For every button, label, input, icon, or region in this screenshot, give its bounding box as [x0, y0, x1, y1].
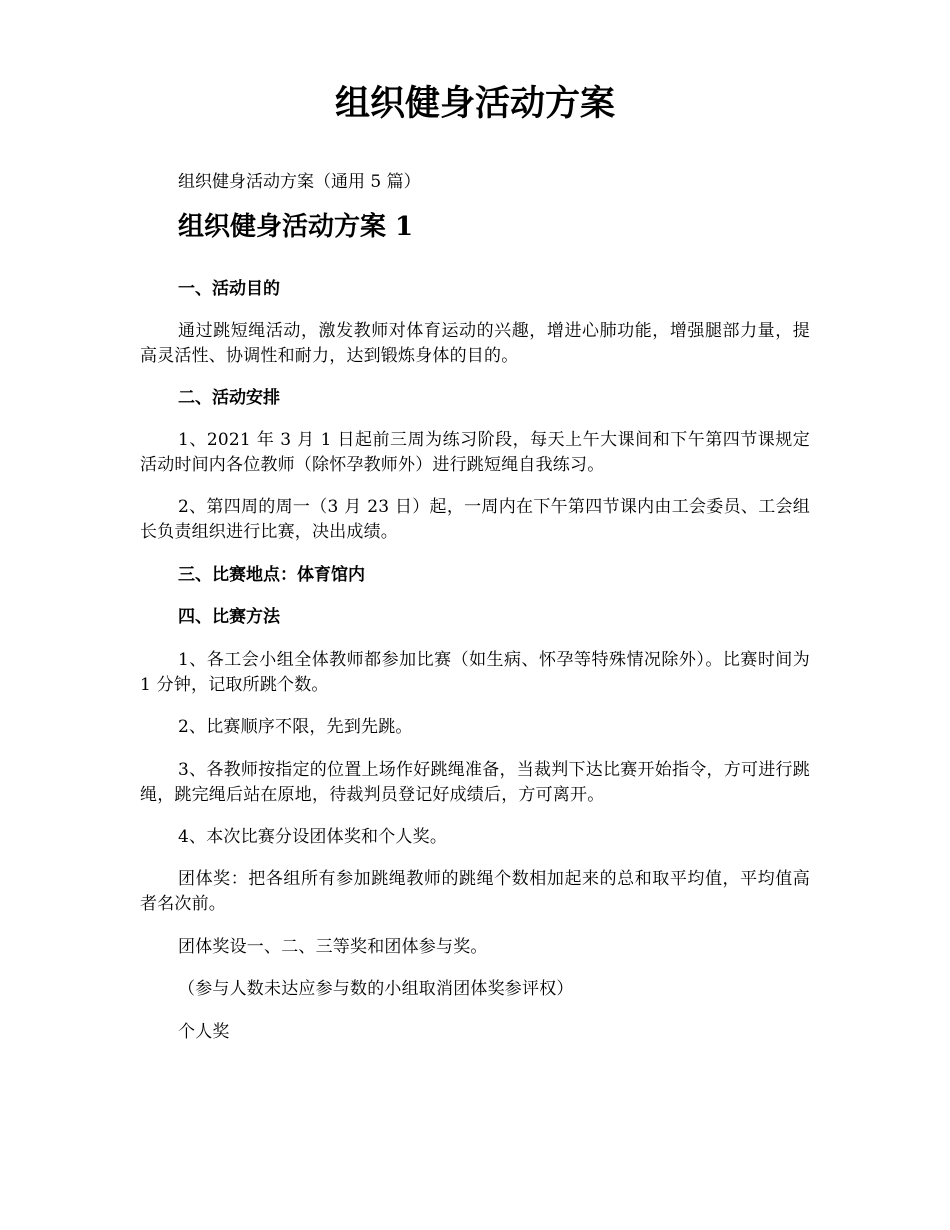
paragraph-arrangement-2: 2、第四周的周一（3 月 23 日）起，一周内在下午第四节课内由工会委员、工会组长负责组织进行比赛，决出成绩。: [140, 497, 810, 542]
heading-activity-arrangement: 二、活动安排: [178, 388, 280, 408]
heading-competition-venue: 三、比赛地点：体育馆内: [178, 565, 365, 585]
document-subtitle: 组织健身活动方案（通用 5 篇）: [178, 172, 421, 192]
paragraph-arrangement-1: 1、2021 年 3 月 1 日起前三周为练习阶段，每天上午大课间和下午第四节课规定活动时间内各位教师（除怀孕教师外）进行跳短绳自我练习。: [140, 430, 810, 475]
paragraph-individual-award: 个人奖: [178, 1022, 230, 1042]
paragraph-method-4: 4、本次比赛分设团体奖和个人奖。: [178, 827, 448, 847]
heading-activity-purpose: 一、活动目的: [178, 279, 280, 299]
paragraph-method-2: 2、比赛顺序不限，先到先跳。: [178, 717, 413, 737]
section-title: 组织健身活动方案 1: [178, 212, 414, 242]
paragraph-method-3: 3、各教师按指定的位置上场作好跳绳准备，当裁判下达比赛开始指令，方可进行跳绳，跳完绳后站在原地，待裁判员登记好成绩后，方可离开。: [140, 760, 810, 805]
paragraph-method-1: 1、各工会小组全体教师都参加比赛（如生病、怀孕等特殊情况除外）。比赛时间为 1 分钟，记取所跳个数。: [140, 650, 810, 695]
paragraph-purpose: 通过跳短绳活动，激发教师对体育运动的兴趣，增进心肺功能，增强腿部力量，提高灵活性、协调性和耐力，达到锻炼身体的目的。: [140, 321, 810, 366]
paragraph-team-award: 团体奖：把各组所有参加跳绳教师的跳绳个数相加起来的总和取平均值，平均值高者名次前。: [140, 869, 810, 914]
paragraph-team-award-levels: 团体奖设一、二、三等奖和团体参与奖。: [178, 937, 488, 957]
paragraph-team-award-note: （参与人数未达应参与数的小组取消团体奖参评权）: [178, 979, 574, 999]
heading-competition-method: 四、比赛方法: [178, 607, 280, 627]
document-title: 组织健身活动方案: [334, 83, 615, 124]
